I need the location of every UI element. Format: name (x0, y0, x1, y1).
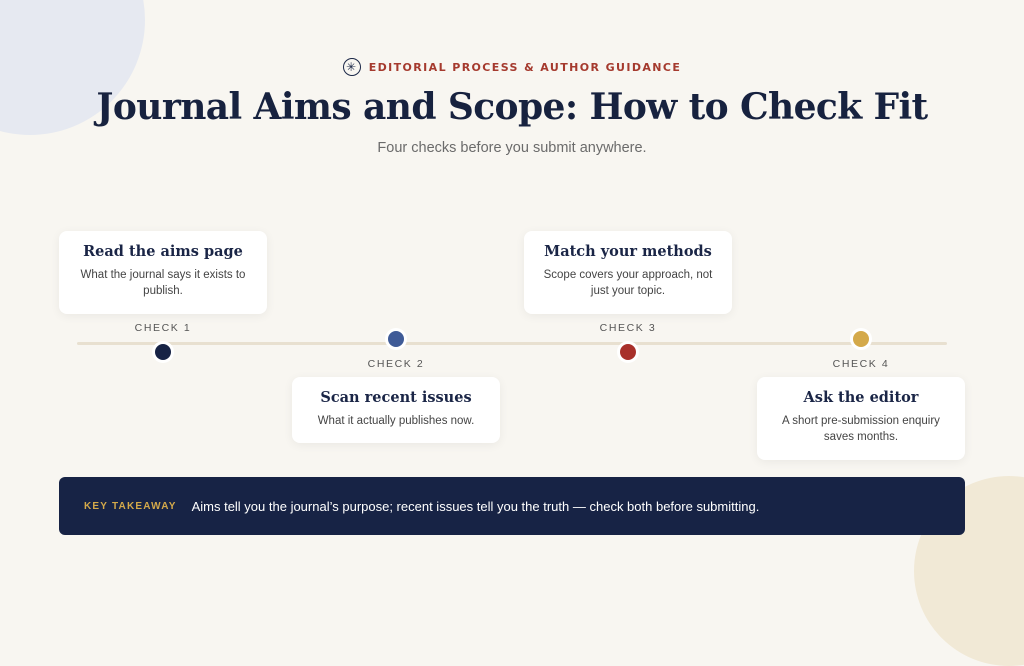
check-title-4: Ask the editor (803, 389, 919, 406)
header (0, 58, 1024, 156)
timeline-dot-4 (853, 331, 869, 347)
check-desc-3: Scope covers your approach, not just your topic. (543, 269, 713, 297)
check-card-1 (59, 231, 267, 314)
asterisk-icon: ✳ (343, 58, 361, 76)
check-title-1: Read the aims page (83, 243, 243, 260)
check-card-3 (524, 231, 732, 314)
check-card-4 (757, 377, 965, 460)
page-title: Journal Aims and Scope: How to Check Fit (96, 86, 928, 128)
eyebrow-text: EDITORIAL PROCESS & AUTHOR GUIDANCE (368, 60, 682, 74)
timeline-dot-1 (155, 344, 171, 360)
timeline-line (77, 342, 947, 345)
check-desc-2: What it actually publishes now. (317, 415, 475, 427)
key-takeaway-banner (59, 477, 965, 535)
takeaway-label: KEY TAKEAWAY (84, 500, 177, 512)
check-label-1: CHECK 1 (134, 322, 192, 334)
check-card-2 (292, 377, 500, 443)
timeline-dot-3 (620, 344, 636, 360)
check-title-3: Match your methods (544, 243, 712, 260)
timeline-dot-2 (388, 331, 404, 347)
check-label-3: CHECK 3 (599, 322, 657, 334)
check-label-2: CHECK 2 (367, 358, 425, 370)
check-label-4: CHECK 4 (832, 358, 890, 370)
eyebrow (343, 58, 682, 76)
page-subtitle: Four checks before you submit anywhere. (377, 140, 647, 156)
check-title-2: Scan recent issues (320, 389, 472, 406)
takeaway-text: Aims tell you the journal’s purpose; recent issues tell you the truth — check both before submitting. (191, 498, 760, 514)
check-desc-1: What the journal says it exists to publish. (80, 269, 246, 297)
check-desc-4: A short pre-submission enquiry saves months. (782, 415, 940, 443)
